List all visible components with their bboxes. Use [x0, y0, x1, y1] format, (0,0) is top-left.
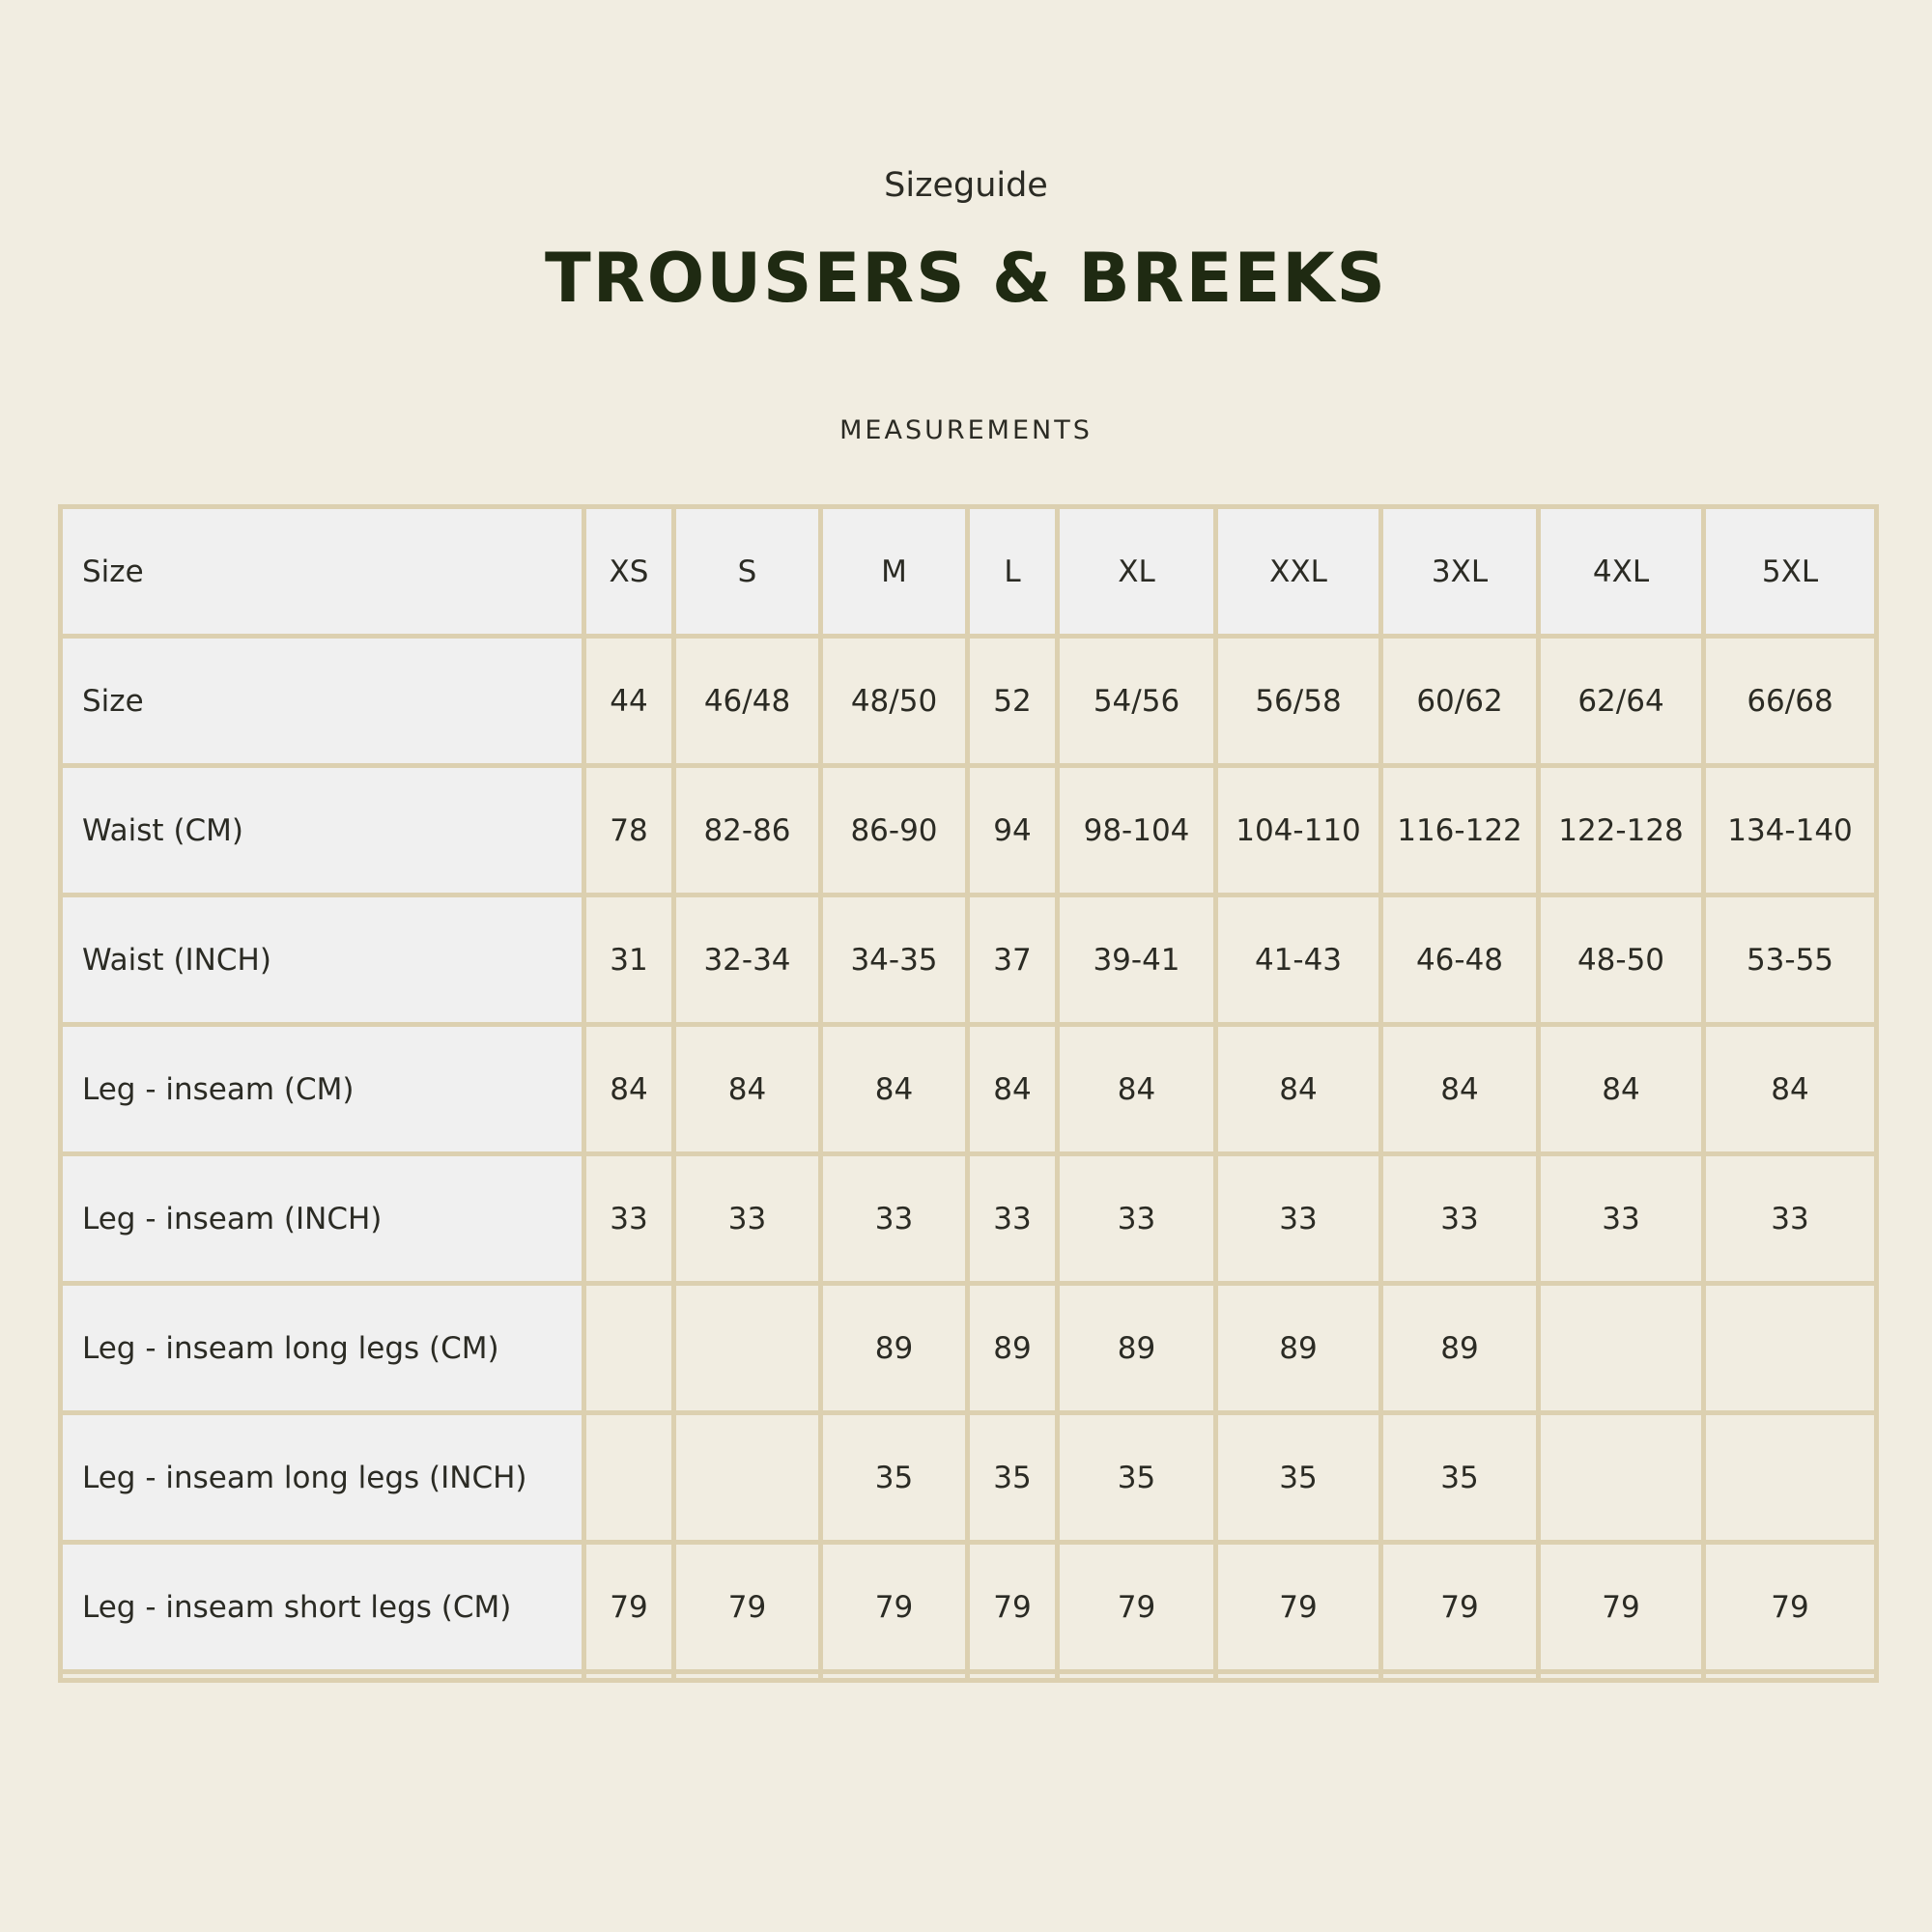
table-cell: 84 — [1058, 1025, 1216, 1154]
table-cell: 84 — [584, 1025, 674, 1154]
table-row — [61, 766, 1877, 895]
section-subtitle: MEASUREMENTS — [839, 415, 1093, 445]
header-cell-size: XL — [1058, 507, 1216, 637]
table-cell: 41-43 — [1216, 895, 1381, 1025]
table-cell: 116-122 — [1381, 766, 1539, 895]
table-cell: 33 — [968, 1154, 1058, 1284]
header-cell-size: 4XL — [1539, 507, 1704, 637]
table-cell: 66/68 — [1704, 637, 1877, 766]
table-row — [61, 637, 1877, 766]
table-cell: 79 — [584, 1543, 674, 1672]
table-cell-cutoff — [61, 1672, 584, 1681]
table-cell: 37 — [968, 895, 1058, 1025]
table-cell-cutoff — [968, 1672, 1058, 1681]
row-label: Leg - inseam long legs (INCH) — [61, 1413, 584, 1543]
table-cell: 62/64 — [1539, 637, 1704, 766]
table-row — [61, 1413, 1877, 1543]
table-cell — [584, 1284, 674, 1413]
table-cell: 84 — [1539, 1025, 1704, 1154]
table-cell: 89 — [968, 1284, 1058, 1413]
header-cell-label: Size — [61, 507, 584, 637]
table-cell-cutoff — [1216, 1672, 1381, 1681]
table-cell-cutoff — [1539, 1672, 1704, 1681]
table-cell: 48/50 — [821, 637, 968, 766]
table-cell: 79 — [1539, 1543, 1704, 1672]
table-cell: 31 — [584, 895, 674, 1025]
table-cell: 98-104 — [1058, 766, 1216, 895]
table-cell: 79 — [1216, 1543, 1381, 1672]
table-cell: 94 — [968, 766, 1058, 895]
table-cell: 78 — [584, 766, 674, 895]
table-cell: 33 — [1704, 1154, 1877, 1284]
table-cell: 104-110 — [1216, 766, 1381, 895]
table-cell: 35 — [1381, 1413, 1539, 1543]
table-cell: 79 — [674, 1543, 821, 1672]
row-label: Waist (CM) — [61, 766, 584, 895]
table-cell: 79 — [1704, 1543, 1877, 1672]
table-cell: 84 — [968, 1025, 1058, 1154]
size-table-container — [58, 504, 1874, 1683]
table-cell — [674, 1413, 821, 1543]
header-cell-size: S — [674, 507, 821, 637]
header-cell-size: 5XL — [1704, 507, 1877, 637]
table-cell-cutoff — [821, 1672, 968, 1681]
table-cell-cutoff — [1381, 1672, 1539, 1681]
table-header-row — [61, 507, 1877, 637]
table-cell: 33 — [1058, 1154, 1216, 1284]
table-cell: 84 — [1381, 1025, 1539, 1154]
table-cell: 35 — [968, 1413, 1058, 1543]
table-cell — [1704, 1413, 1877, 1543]
table-cell: 33 — [1381, 1154, 1539, 1284]
page-title: TROUSERS & BREEKS — [545, 239, 1387, 318]
table-cell: 48-50 — [1539, 895, 1704, 1025]
table-cell — [1539, 1413, 1704, 1543]
table-cell: 52 — [968, 637, 1058, 766]
table-cell: 60/62 — [1381, 637, 1539, 766]
table-cell: 86-90 — [821, 766, 968, 895]
table-cell: 34-35 — [821, 895, 968, 1025]
table-cell: 56/58 — [1216, 637, 1381, 766]
table-cell: 134-140 — [1704, 766, 1877, 895]
table-cell: 54/56 — [1058, 637, 1216, 766]
table-cell: 89 — [1216, 1284, 1381, 1413]
table-row — [61, 1025, 1877, 1154]
row-label: Waist (INCH) — [61, 895, 584, 1025]
table-cell: 82-86 — [674, 766, 821, 895]
table-row — [61, 1284, 1877, 1413]
table-cell — [584, 1413, 674, 1543]
table-cell: 39-41 — [1058, 895, 1216, 1025]
table-cell: 33 — [821, 1154, 968, 1284]
table-cell: 79 — [1058, 1543, 1216, 1672]
table-row-cutoff — [61, 1672, 1877, 1681]
header-cell-size: XS — [584, 507, 674, 637]
row-label: Leg - inseam short legs (CM) — [61, 1543, 584, 1672]
header-cell-size: M — [821, 507, 968, 637]
table-cell-cutoff — [1058, 1672, 1216, 1681]
table-cell: 35 — [1216, 1413, 1381, 1543]
table-cell: 122-128 — [1539, 766, 1704, 895]
table-cell-cutoff — [584, 1672, 674, 1681]
table-cell-cutoff — [674, 1672, 821, 1681]
header-cell-size: XXL — [1216, 507, 1381, 637]
row-label: Leg - inseam (INCH) — [61, 1154, 584, 1284]
table-cell — [1704, 1284, 1877, 1413]
table-cell — [674, 1284, 821, 1413]
table-cell: 53-55 — [1704, 895, 1877, 1025]
table-cell-cutoff — [1704, 1672, 1877, 1681]
table-cell: 33 — [674, 1154, 821, 1284]
table-cell: 89 — [1381, 1284, 1539, 1413]
table-cell — [1539, 1284, 1704, 1413]
table-cell: 44 — [584, 637, 674, 766]
size-table — [58, 504, 1879, 1683]
table-cell: 84 — [674, 1025, 821, 1154]
header-cell-size: L — [968, 507, 1058, 637]
table-cell: 33 — [1216, 1154, 1381, 1284]
header-cell-size: 3XL — [1381, 507, 1539, 637]
table-cell: 35 — [1058, 1413, 1216, 1543]
table-cell: 84 — [1216, 1025, 1381, 1154]
table-cell: 79 — [968, 1543, 1058, 1672]
table-cell: 84 — [821, 1025, 968, 1154]
table-cell: 46/48 — [674, 637, 821, 766]
table-cell: 79 — [1381, 1543, 1539, 1672]
table-cell: 33 — [584, 1154, 674, 1284]
table-row — [61, 1543, 1877, 1672]
size-guide-eyebrow: Sizeguide — [884, 166, 1048, 205]
table-cell: 33 — [1539, 1154, 1704, 1284]
table-row — [61, 1154, 1877, 1284]
table-cell: 35 — [821, 1413, 968, 1543]
table-cell: 32-34 — [674, 895, 821, 1025]
table-cell: 89 — [821, 1284, 968, 1413]
row-label: Leg - inseam (CM) — [61, 1025, 584, 1154]
table-cell: 79 — [821, 1543, 968, 1672]
table-cell: 84 — [1704, 1025, 1877, 1154]
table-cell: 46-48 — [1381, 895, 1539, 1025]
row-label: Leg - inseam long legs (CM) — [61, 1284, 584, 1413]
table-cell: 89 — [1058, 1284, 1216, 1413]
table-row — [61, 895, 1877, 1025]
row-label: Size — [61, 637, 584, 766]
